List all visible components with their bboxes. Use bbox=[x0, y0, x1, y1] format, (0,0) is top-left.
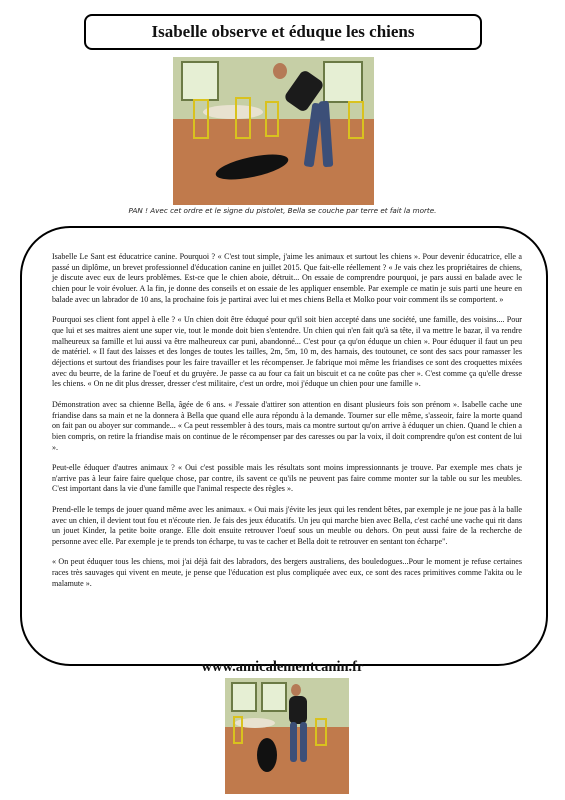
photo-caption: PAN ! Avec cet ordre et le signe du pistolet, Bella se couche par terre et fait la morte. bbox=[128, 206, 437, 215]
bottom-photo bbox=[225, 678, 349, 794]
website-link[interactable]: www.amicalementcanin.fr bbox=[201, 659, 364, 675]
article-paragraph: Prend-elle le temps de jouer quand même avec les animaux. « Oui mais j'évite les jeux qui les rendent bêtes, par exemple je ne joue pas à la balle avec un chien, il devient tout fou et n'écoute rien. Je fais des jeux éducatifs. Un jeu qui marche bien avec Bella, c'est caché une vache qui rit dans un jouet Kinder, la petite boite orange. Elle doit ensuite retrouver l'oeuf sous un meuble ou dehors. On peut aussi faire de la recherche de personne avec elle. Par exemple je te prends ton écharpe, tu vas te cacher et Bella doit te retrouver en sentant ton écharpe". bbox=[52, 504, 522, 546]
page-title-text: Isabelle observe et éduque les chiens bbox=[151, 22, 415, 41]
article-paragraph: Peut-elle éduquer d'autres animaux ? « Oui c'est possible mais les résultats sont moins impressionnants je trouve. Par exemple mes chats je n'arrive pas à leur faire faire quelque chose, par contre, ils savent ce qu'ils ne peuvent pas faire comme monter sur la table ou sur les meubles. C'est important dans la vie d'une famille que l'animal respecte des règles ». bbox=[52, 463, 522, 494]
article-paragraph: Démonstration avec sa chienne Bella, âgée de 6 ans. « J'essaie d'attirer son attention en disant plusieurs fois son prénom ». Isabelle cache une friandise dans sa main et ne la donnera à Bella que quand elle aura répondu à la demande. Tourner sur elle même, s'asseoir, faire la morte quand on fait pan ou aboyer sur commande... « Ca peut ressembler à des tours, mais ca montre surtout qu'on arrive à éduquer un chien. Quand le chien a bien compris, on retire la friandise mais on continue de le récompenser par des caresses ou par la voix, il doit comprendre qu'on est content de lui ». bbox=[52, 399, 522, 452]
article-paragraph: Isabelle Le Sant est éducatrice canine. Pourquoi ? « C'est tout simple, j'aime les animaux et surtout les chiens ». Pour devenir éducatrice, elle a passé un diplôme, un brevet professionnel d'éducation canine en juillet 2015. Que fait-elle réellement ? « Je vais chez les propriétaires de chiens, je discute avec eux de leurs problèmes. Est-ce que le chien aboie, détruit... On essaie de comprendre pourquoi, je pars aussi en balade avec le chien pour le voir évoluer. A la fin, je donne des conseils et on essaie de les appliquer ensemble. Par exemple ce matin je suis parti une heure en balade avec un labrador de 10 ans, la prochaine fois je partirai avec lui et mes chiens Bella et Molko pour voir comment ils se comportent. » bbox=[52, 252, 522, 304]
article-body bbox=[52, 252, 522, 599]
top-photo bbox=[173, 57, 374, 205]
article-paragraph: « On peut éduquer tous les chiens, moi j'ai déjà fait des labradors, des bergers australiens, des bouledogues...Pour le moment je refuse certaines races très sauvages qui vivent en meute, je pense que l'éducation est plus compliquée avec eux, ce sont des races primitives comme l'akita ou le malamute ». bbox=[52, 557, 522, 588]
page-title bbox=[84, 14, 482, 50]
article-paragraph: Pourquoi ses client font appel à elle ? « Un chien doit être éduqué pour qu'il soit bien accepté dans une société, une famille, des voisins.... Pour que lui et ses maitres aient une super vie, tout le monde doit bien s'entendre. Un chien qui n'en fait qu'à sa tête, il va mettre le bazar, il va rendre malheureux sa famille et lui aussi va être malheureux car puni, abandonné... C'est pour ça qu'on éduque un chien ». Pour éduquer il faut un peu de matériel. « Il faut des laisses et des longes de toutes les tailles, 2m, 5m, 10 m, des harnais, des toutounet, ce sont des sacs pour ramasser les déjections et surtout des friandises pour les faire travailler et les récompenser. Je fabrique moi même les friandises ce sont des croquettes mixées avec du beurre, de la farine de l'oeuf et du gruyère. Je passe ca au four ca fait un biscuit et ca ne coûte pas cher ». C'est comme ça qu'elle dresse les chiens. « On ne dit plus dresser, dresser c'est militaire, c'est un ordre, moi j'éduque un chien pour une famille ». bbox=[52, 315, 522, 389]
